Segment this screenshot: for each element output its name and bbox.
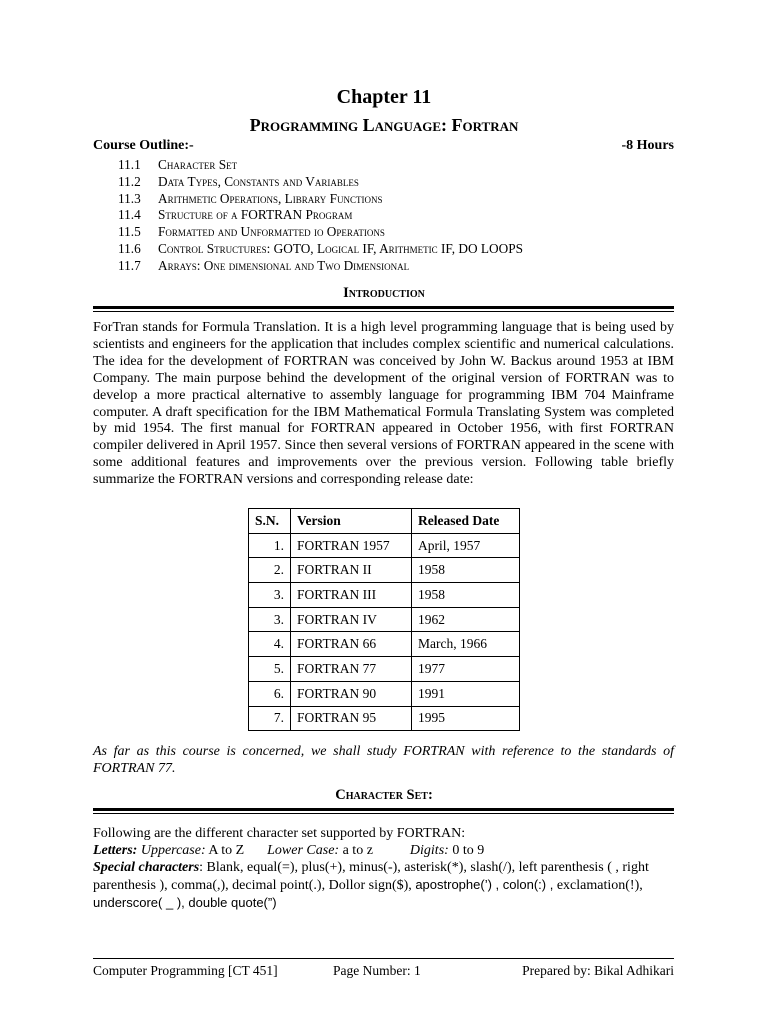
section-divider (93, 306, 674, 312)
footer-course: Computer Programming [CT 451] (93, 963, 278, 978)
outline-item (118, 191, 678, 208)
outline-item (118, 258, 678, 275)
table-header-sn: S.N. (249, 509, 291, 534)
table-row (249, 607, 520, 632)
outline-item-number: 11.5 (118, 224, 141, 240)
outline-item-text: Data Types, Constants and Variables (158, 173, 359, 189)
table-cell: FORTRAN 90 (291, 681, 412, 706)
table-cell: 2. (249, 558, 291, 583)
table-cell: 1977 (412, 657, 520, 682)
outline-item-number: 11.1 (118, 157, 141, 172)
outline-item-number: 11.2 (118, 173, 141, 189)
character-set-heading: Character Set: (335, 787, 433, 803)
table-cell: 1995 (412, 706, 520, 731)
table-row (249, 558, 520, 583)
special-characters-list-3: exclamation(!), (556, 878, 643, 893)
digits-value: 0 to 9 (452, 843, 485, 858)
table-cell: 1962 (412, 607, 520, 632)
table-header-date: Released Date (412, 509, 520, 534)
table-cell: 4. (249, 632, 291, 657)
footer-divider (93, 958, 674, 959)
table-row (249, 632, 520, 657)
table-row (249, 583, 520, 608)
table-cell: 6. (249, 681, 291, 706)
character-set-block (93, 825, 674, 912)
letters-label: Letters: (93, 843, 138, 858)
digits-label: Digits: (409, 843, 449, 858)
chapter-subtitle: Programming Language: Fortran (249, 115, 519, 135)
footer-author: Prepared by: Bikal Adhikari (522, 963, 674, 978)
course-note: As far as this course is concerned, we shall study FORTRAN with reference to the standards of FORTRAN 77. (93, 744, 674, 776)
special-characters-text (93, 859, 674, 912)
special-characters-list-4: underscore( _ ), double quote(”) (93, 895, 277, 910)
course-outline-list (118, 157, 678, 275)
outline-item-text: Formatted and Unformatted io Operations (158, 224, 385, 240)
uppercase-value: A to Z (208, 843, 245, 858)
outline-item (118, 224, 678, 241)
special-characters-label: Special characters (93, 860, 200, 875)
outline-item-text: Arithmetic Operations, Library Functions (158, 190, 383, 206)
table-cell: 7. (249, 706, 291, 731)
table-cell: 1958 (412, 558, 520, 583)
table-cell: 1958 (412, 583, 520, 608)
special-characters-list: : Blank, equal(=), plus(+), minus(-), asterisk(*), slash(/), left parenthesis ( , right parenthesis ), comma(,), decimal point(.), Dollor sign($), (93, 860, 649, 893)
lowercase-label: Lower Case: (267, 843, 340, 858)
introduction-heading: Introduction (343, 285, 425, 301)
table-cell: FORTRAN II (291, 558, 412, 583)
table-cell: FORTRAN IV (291, 607, 412, 632)
course-hours: -8 Hours (621, 138, 674, 153)
outline-item-number: 11.7 (118, 257, 141, 273)
table-cell: FORTRAN 77 (291, 657, 412, 682)
outline-item-text: Character Set (158, 157, 238, 172)
chapter-title: Chapter 11 (336, 86, 432, 108)
letters-line (93, 842, 674, 859)
character-set-intro: Following are the different character set supported by FORTRAN: (93, 826, 466, 841)
table-cell: FORTRAN 95 (291, 706, 412, 731)
table-cell: 5. (249, 657, 291, 682)
table-cell: April, 1957 (412, 533, 520, 558)
table-cell: 1. (249, 533, 291, 558)
table-row (249, 681, 520, 706)
table-header-row (249, 509, 520, 534)
table-cell: 3. (249, 583, 291, 608)
uppercase-label: Uppercase: (140, 843, 206, 858)
table-header-version: Version (291, 509, 412, 534)
outline-item (118, 241, 678, 258)
outline-item-text: Control Structures: GOTO, Logical IF, Arithmetic IF, DO LOOPS (158, 240, 524, 256)
outline-item (118, 207, 678, 224)
section-divider (93, 808, 674, 814)
table-cell: FORTRAN 66 (291, 632, 412, 657)
outline-item-text: Structure of a FORTRAN Program (158, 207, 353, 223)
special-characters-list-2: apostrophe(’) , colon(:) , (415, 877, 554, 892)
outline-item-number: 11.4 (118, 207, 141, 223)
table-cell: FORTRAN 1957 (291, 533, 412, 558)
table-row (249, 706, 520, 731)
outline-item-number: 11.3 (118, 190, 141, 206)
outline-item (118, 157, 678, 174)
table-cell: FORTRAN III (291, 583, 412, 608)
fortran-versions-table (248, 508, 520, 731)
table-row (249, 657, 520, 682)
table-cell: March, 1966 (412, 632, 520, 657)
outline-item-text: Arrays: One dimensional and Two Dimensional (158, 257, 410, 273)
introduction-paragraph: ForTran stands for Formula Translation. It is a high level programming language that is being used by scientists and engineers for the application that includes complex scientific and numerical calculations. The idea for the development of FORTRAN was conceived by John W. Backus around 1953 at IBM Company. The main purpose behind the development of the original version of FORTRAN was to develop a more practical alternative to assembly language for programming IBM 704 Mainframe computer. A draft specification for the IBM Mathematical Formula Translating System was completed by mid 1954. The first manual for FORTRAN appeared in October 1956, with first FORTRAN compiler delivered in April 1957. Since then several versions of FORTRAN appeared in the scene with some additional features and improvements over the previous version. Following table briefly summarize the FORTRAN versions and corresponding release date: (93, 320, 674, 488)
outline-item-number: 11.6 (118, 240, 141, 256)
table-row (249, 533, 520, 558)
footer-page-number: Page Number: 1 (333, 963, 421, 978)
table-cell: 3. (249, 607, 291, 632)
course-outline-label: Course Outline:- (93, 138, 194, 153)
page-footer (93, 963, 674, 981)
outline-item (118, 174, 678, 191)
table-cell: 1991 (412, 681, 520, 706)
lowercase-value: a to z (342, 843, 373, 858)
course-outline-header (93, 138, 674, 156)
